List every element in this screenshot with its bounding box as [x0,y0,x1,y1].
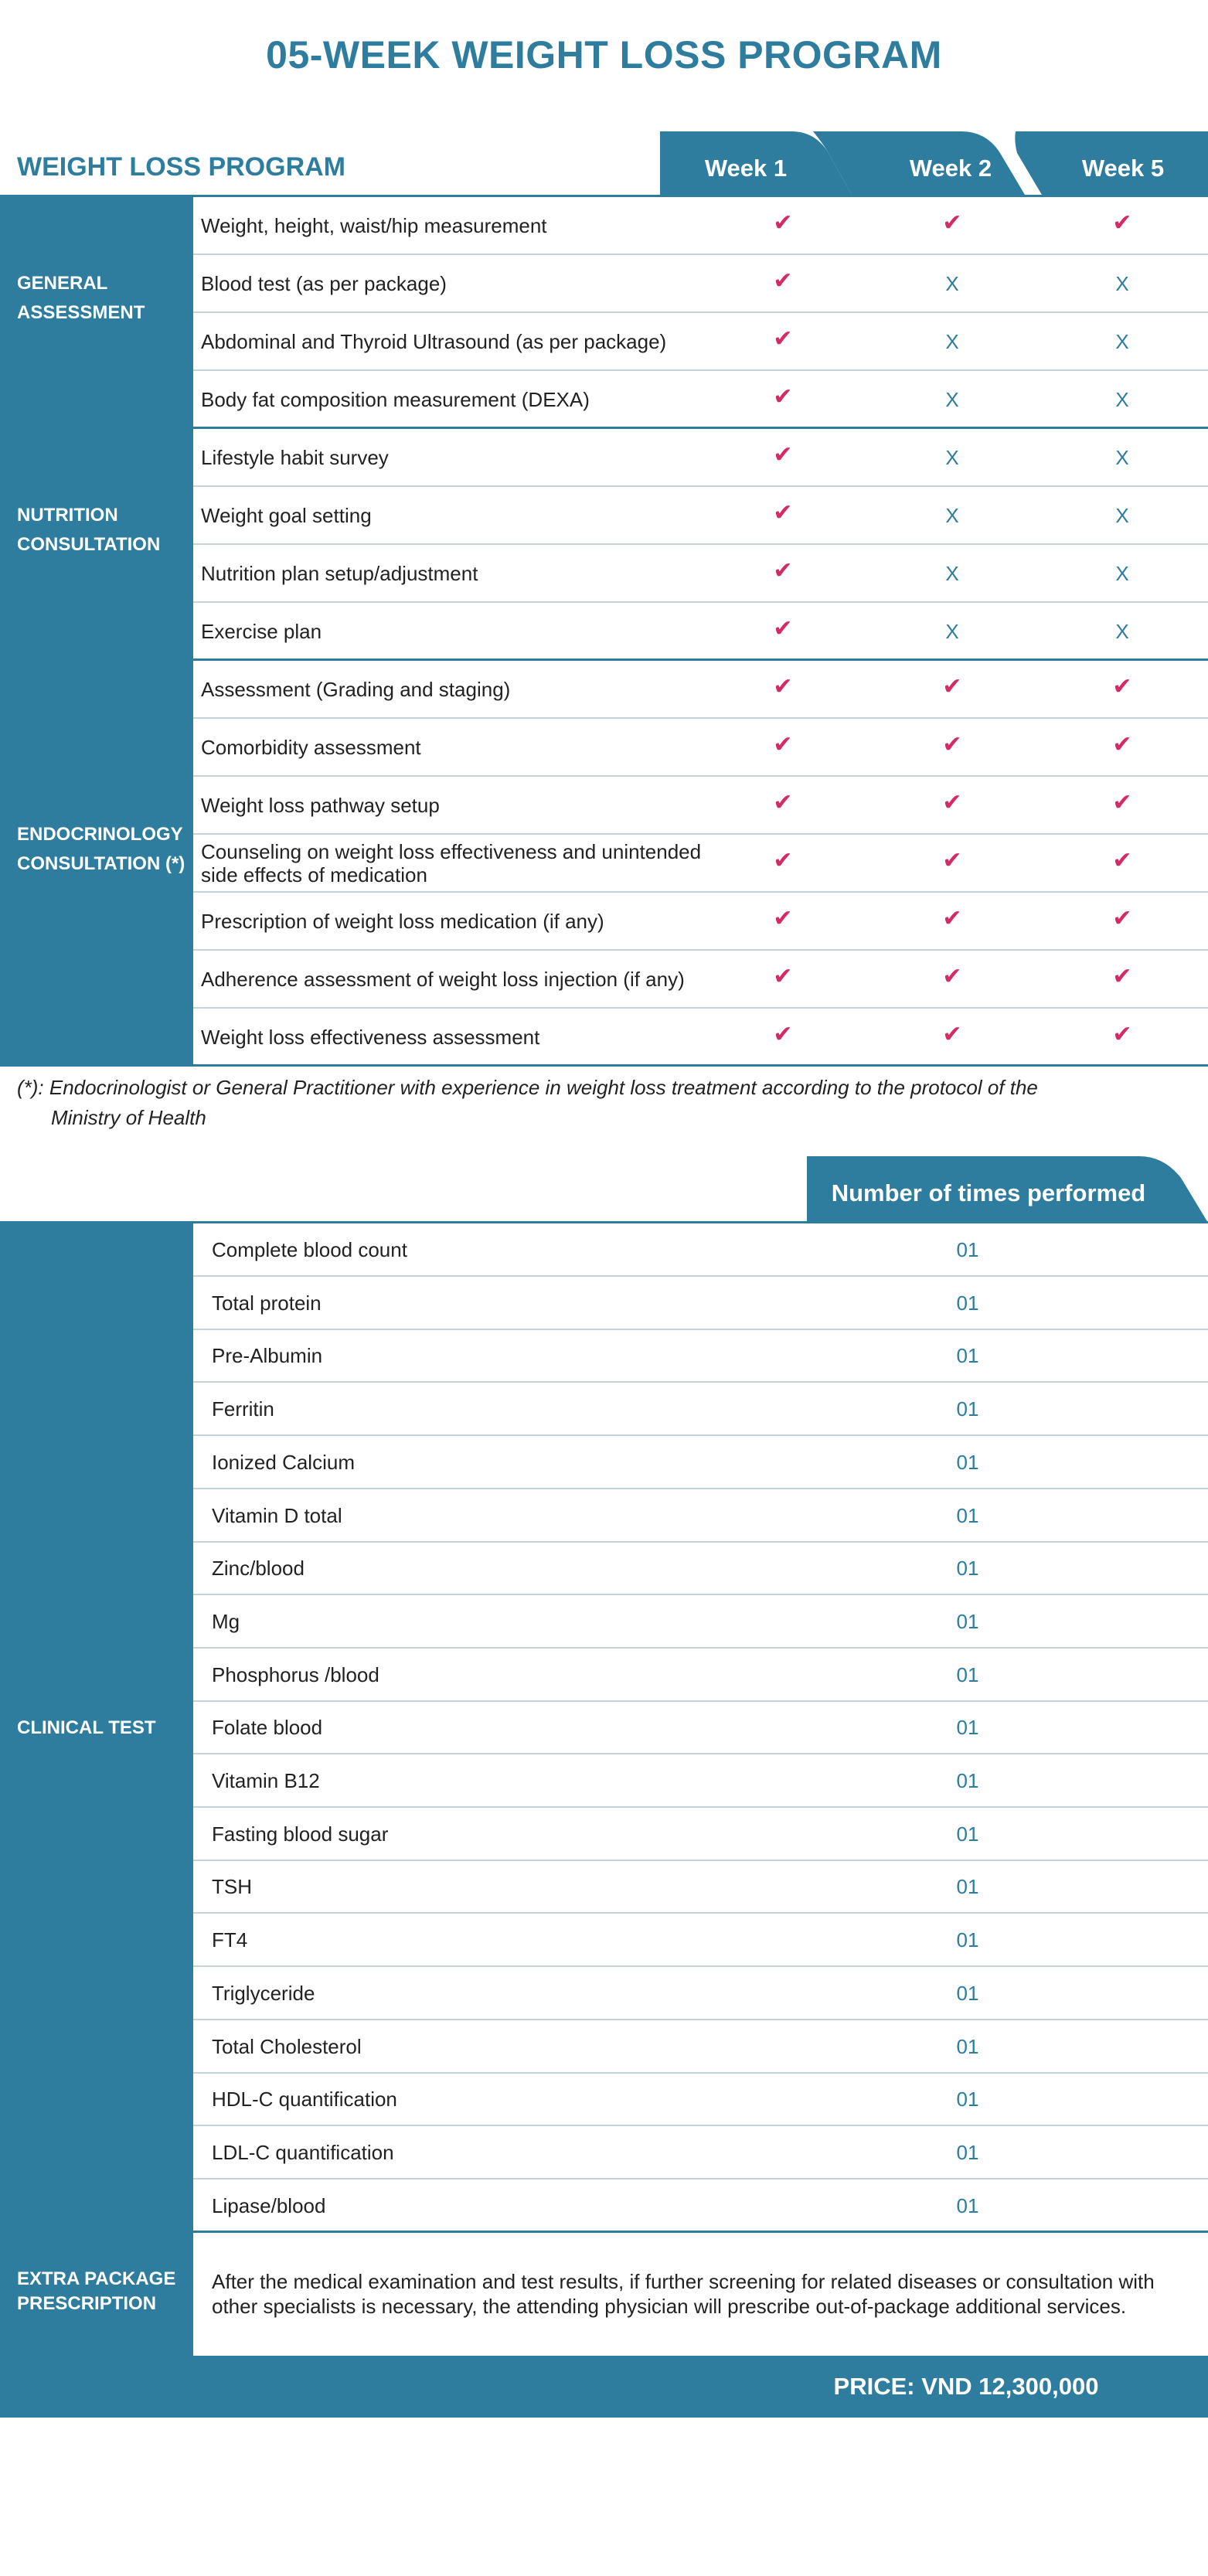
test-count: 01 [956,1504,979,1527]
week-schedule-table [0,197,1208,1067]
table-row [193,951,1208,1009]
times-header-label: Number of times performed [831,1179,1146,1206]
test-name: Phosphorus /blood [212,1663,379,1686]
test-name: Zinc/blood [212,1557,305,1580]
week-2-check-icon: ✔ [942,732,962,757]
table-row [193,777,1208,835]
clinical-test-table [0,1223,1208,2232]
footnote-line-1: (*): Endocrinologist or General Practitioner with experience in weight loss treatment according to the protocol of the [17,1076,1038,1099]
week-1-check-icon: ✔ [773,964,793,989]
category-label: GENERAL ASSESSMENT [17,273,145,323]
test-count: 01 [956,1928,979,1952]
week-5-check-icon: ✔ [1112,964,1132,989]
table-row [193,197,1208,255]
table-row [193,1808,1208,1861]
week-1-check-icon: ✔ [773,442,793,468]
row-label: Lifestyle habit survey [201,446,389,469]
category-block [0,197,193,429]
test-name: Vitamin D total [212,1504,342,1527]
test-count: 01 [956,1557,979,1580]
table-row [193,835,1208,893]
footnote-line-2: Ministry of Health [51,1106,206,1129]
test-count: 01 [956,1982,979,2005]
category-block [0,429,193,661]
test-count: 01 [956,1291,979,1315]
test-name: Folate blood [212,1716,323,1739]
test-count: 01 [956,2141,979,2164]
week-2-check-icon: ✔ [942,964,962,989]
price-label: PRICE: VND 12,300,000 [833,2373,1099,2400]
week-2-cross-icon: X [945,504,959,527]
row-label: Weight, height, waist/hip measurement [201,214,547,237]
week-1-check-icon: ✔ [773,848,793,873]
row-label: Weight goal setting [201,504,372,527]
week-2-cross-icon: X [945,446,959,469]
table-row [193,1223,1208,1277]
row-label: Comorbidity assessment [201,736,421,759]
table-row [193,313,1208,371]
test-name: Ionized Calcium [212,1451,355,1474]
table-row [193,1914,1208,1967]
test-count: 01 [956,1451,979,1474]
test-name: TSH [212,1875,252,1898]
table-row [193,487,1208,545]
table-row [193,2180,1208,2233]
row-label: Nutrition plan setup/adjustment [201,562,478,585]
table-row [193,1436,1208,1489]
week-2-check-icon: ✔ [942,210,962,236]
test-count: 01 [956,2035,979,2058]
category-label: NUTRITION CONSULTATION [17,505,161,555]
table-row [193,1383,1208,1436]
week-2-cross-icon: X [945,388,959,411]
table-row [193,1489,1208,1543]
page-title: 05-WEEK WEIGHT LOSS PROGRAM [266,33,942,77]
test-name: Fasting blood sugar [212,1822,389,1846]
test-name: Total Cholesterol [212,2035,362,2058]
test-name: Vitamin B12 [212,1769,320,1792]
test-name: Mg [212,1610,240,1633]
week-1-check-icon: ✔ [773,500,793,526]
test-count: 01 [956,1769,979,1792]
week-2-check-icon: ✔ [942,906,962,931]
row-label: Blood test (as per package) [201,272,447,295]
row-label: Assessment (Grading and staging) [201,678,511,701]
test-count: 01 [956,1610,979,1633]
test-count: 01 [956,1663,979,1686]
test-name: Pre-Albumin [212,1344,323,1367]
week-5-check-icon: ✔ [1112,732,1132,757]
test-count: 01 [956,2194,979,2217]
week-2-cross-icon: X [945,330,959,353]
test-name: HDL-C quantification [212,2088,397,2111]
week-2-check-icon: ✔ [942,790,962,815]
clinical-category-block [0,1223,193,2232]
week-2-check-icon: ✔ [942,674,962,699]
table-row [193,603,1208,661]
table-row [193,1860,1208,1914]
test-name: FT4 [212,1928,248,1952]
week-2-cross-icon: X [945,620,959,643]
week-5-check-icon: ✔ [1112,848,1132,873]
table-row [193,1595,1208,1649]
week-5-cross-icon: X [1115,620,1129,643]
week-2-check-icon: ✔ [942,1022,962,1047]
week-1-check-icon: ✔ [773,906,793,931]
table-row [193,1329,1208,1383]
week-2-tab-label: Week 2 [909,155,992,182]
week-5-check-icon: ✔ [1112,210,1132,236]
week-1-check-icon: ✔ [773,210,793,236]
table-row [193,661,1208,719]
row-label: Exercise plan [201,620,322,643]
table-row [193,2073,1208,2126]
test-name: LDL-C quantification [212,2141,394,2164]
table-row [193,371,1208,429]
week-2-cross-icon: X [945,562,959,585]
test-count: 01 [956,1875,979,1898]
week-1-check-icon: ✔ [773,790,793,815]
test-name: Lipase/blood [212,2194,326,2217]
table-row [193,429,1208,487]
week-5-cross-icon: X [1115,330,1129,353]
row-label: Weight loss pathway setup [201,794,440,817]
test-name: Ferritin [212,1397,274,1421]
week-5-cross-icon: X [1115,504,1129,527]
week-1-check-icon: ✔ [773,616,793,641]
week-5-cross-icon: X [1115,272,1129,295]
category-block [0,661,193,1067]
table-row [193,2020,1208,2074]
table-row [193,545,1208,603]
test-count: 01 [956,1716,979,1739]
week-1-check-icon: ✔ [773,1022,793,1047]
week-5-cross-icon: X [1115,562,1129,585]
week-5-check-icon: ✔ [1112,1022,1132,1047]
program-heading: WEIGHT LOSS PROGRAM [17,152,345,182]
week-2-cross-icon: X [945,272,959,295]
week-5-cross-icon: X [1115,446,1129,469]
table-row [193,1277,1208,1330]
test-name: Total protein [212,1291,322,1315]
table-row [193,1701,1208,1754]
row-label: Prescription of weight loss medication (if any) [201,910,604,933]
row-label: Counseling on weight loss effectiveness and unintended side effects of medication [201,840,702,886]
week-1-check-icon: ✔ [773,268,793,294]
week-1-tab-label: Week 1 [704,155,788,182]
test-count: 01 [956,1397,979,1421]
week-1-check-icon: ✔ [773,384,793,410]
week-tab-shapes [0,130,1208,199]
test-name: Triglyceride [212,1982,315,2005]
footnote [17,1073,1192,1133]
test-count: 01 [956,2088,979,2111]
test-count: 01 [956,1344,979,1367]
week-5-cross-icon: X [1115,388,1129,411]
week-1-check-icon: ✔ [773,558,793,584]
test-count: 01 [956,1238,979,1261]
extra-category-label: EXTRA PACKAGE PRESCRIPTION [17,2268,176,2314]
row-label: Adherence assessment of weight loss injection (if any) [201,968,685,991]
week-5-check-icon: ✔ [1112,906,1132,931]
table-row [193,255,1208,313]
price-bar [0,2356,1208,2418]
table-row [193,1009,1208,1067]
table-row [193,1754,1208,1808]
row-label: Abdominal and Thyroid Ultrasound (as per package) [201,330,667,353]
table-row [193,2126,1208,2180]
week-1-check-icon: ✔ [773,674,793,699]
table-row [193,1967,1208,2020]
week-5-check-icon: ✔ [1112,790,1132,815]
table-row [193,1542,1208,1595]
table-row [193,1649,1208,1702]
week-5-check-icon: ✔ [1112,674,1132,699]
test-name: Complete blood count [212,1238,407,1261]
extra-description: After the medical examination and test results, if further screening for related diseases or consultation with other specialists is necessary, the attending physician will prescribe out-of-package additional services. [212,2270,1155,2318]
extra-category-block [0,2233,193,2356]
category-label: ENDOCRINOLOGY CONSULTATION (*) [17,824,185,874]
week-2-check-icon: ✔ [942,848,962,873]
clinical-category-label: CLINICAL TEST [17,1717,156,1738]
table-row [193,893,1208,951]
row-label: Body fat composition measurement (DEXA) [201,388,590,411]
week-5-tab-label: Week 5 [1081,155,1165,182]
test-count: 01 [956,1822,979,1846]
week-1-check-icon: ✔ [773,326,793,352]
table-row [193,719,1208,777]
row-label: Weight loss effectiveness assessment [201,1026,540,1049]
week-1-check-icon: ✔ [773,732,793,757]
